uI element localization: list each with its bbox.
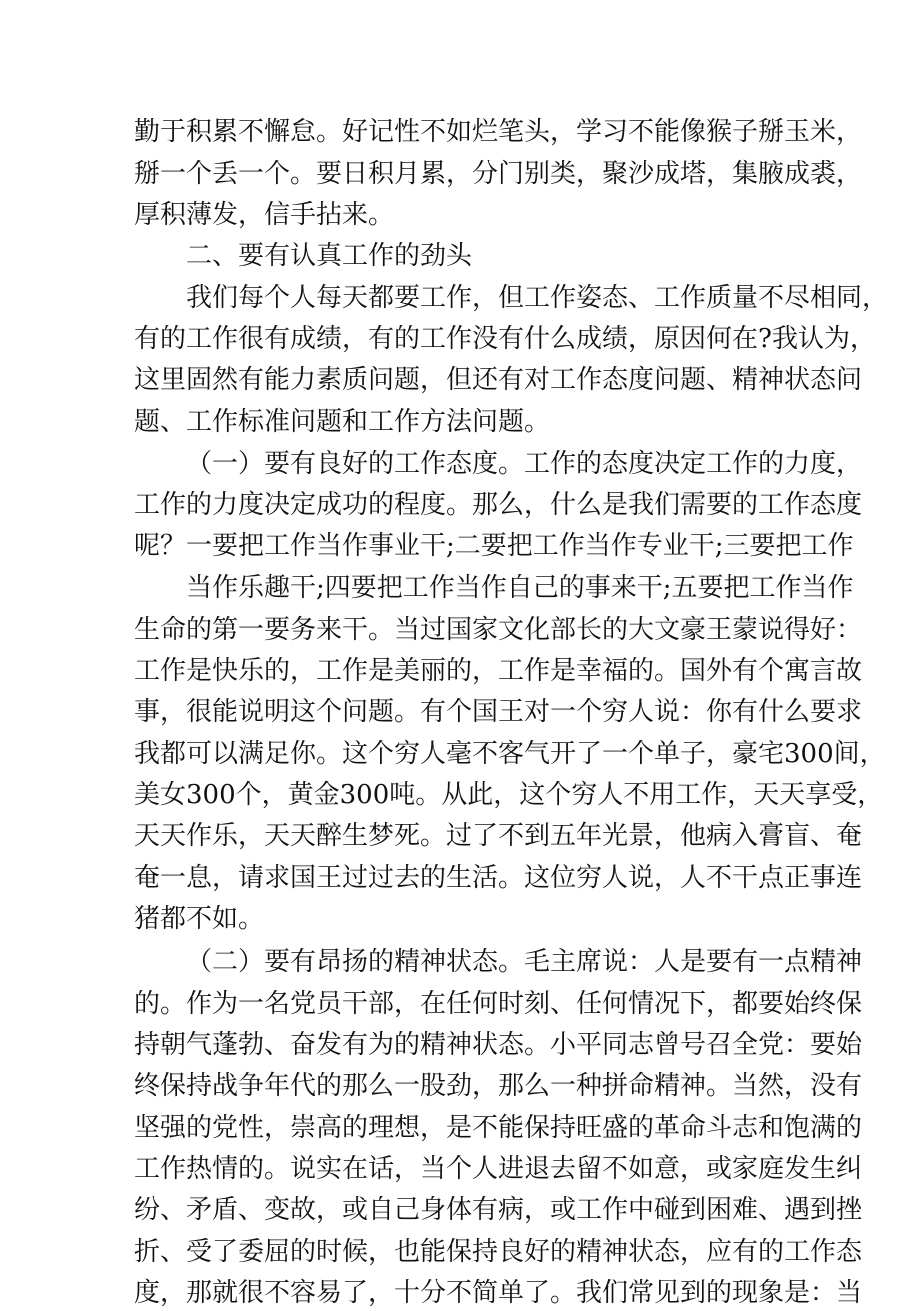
text-line: 当作乐趣干;四要把工作当作自己的事来干;五要把工作当作 xyxy=(186,573,854,603)
text-line: 纷、矛盾、变故，或自己身体有病，或工作中碰到困难、遇到挫 xyxy=(134,1195,863,1225)
section-heading: 二、要有认真工作的劲头 xyxy=(186,241,473,271)
text-line: 美女300个，黄金300吨。从此，这个穷人不用工作，天天享受， xyxy=(134,780,884,810)
text-line: 有的工作很有成绩，有的工作没有什么成绩，原因何在?我认为， xyxy=(134,324,876,354)
subsection-line: （二）要有昂扬的精神状态。毛主席说：人是要有一点精神 xyxy=(186,947,863,977)
text-line: 猪都不如。 xyxy=(134,904,265,934)
text-line: 工作是快乐的，工作是美丽的，工作是幸福的。国外有个寓言故 xyxy=(134,656,863,686)
text-line: 掰一个丢一个。要日积月累，分门别类，聚沙成塔，集腋成裘， xyxy=(134,159,863,189)
text-line: 工作热情的。说实在话，当个人进退去留不如意，或家庭发生纠 xyxy=(134,1154,863,1184)
text-line: 这里固然有能力素质问题，但还有对工作态度问题、精神状态问 xyxy=(134,365,863,395)
text-line: 坚强的党性，崇高的理想，是不能保持旺盛的革命斗志和饱满的 xyxy=(134,1113,863,1143)
text-line: 奄一息，请求国王过过去的生活。这位穷人说，人不干点正事连 xyxy=(134,863,863,893)
text-line: 厚积薄发，信手拈来。 xyxy=(134,200,395,230)
text-line: 我都可以满足你。这个穷人毫不客气开了一个单子，豪宅300间， xyxy=(134,739,886,769)
text-line: 工作的力度决定成功的程度。那么，什么是我们需要的工作态度 xyxy=(134,490,863,520)
text-line: 呢？一要把工作当作事业干;二要把工作当作专业干;三要把工作 xyxy=(134,531,854,561)
text-line: 天天作乐，天天醉生梦死。过了不到五年光景，他病入膏盲、奄 xyxy=(134,821,863,851)
subsection-line: （一）要有良好的工作态度。工作的态度决定工作的力度， xyxy=(186,449,863,479)
text-line: 折、受了委屈的时候，也能保持良好的精神状态，应有的工作态 xyxy=(134,1237,863,1267)
text-line: 生命的第一要务来干。当过国家文化部长的大文豪王蒙说得好： xyxy=(134,615,863,645)
text-line: 的。作为一名党员干部，在任何时刻、任何情况下，都要始终保 xyxy=(134,989,863,1019)
text-line: 勤于积累不懈怠。好记性不如烂笔头，学习不能像猴子掰玉米， xyxy=(134,117,863,147)
text-line: 事，很能说明这个问题。有个国王对一个穷人说：你有什么要求 xyxy=(134,697,863,727)
text-line: 题、工作标准问题和工作方法问题。 xyxy=(134,407,551,437)
text-line: 度，那就很不容易了，十分不简单了。我们常见到的现象是：当 xyxy=(134,1278,863,1308)
text-line: 终保持战争年代的那么一股劲，那么一种拼命精神。当然，没有 xyxy=(134,1071,863,1101)
text-line: 我们每个人每天都要工作，但工作姿态、工作质量不尽相同， xyxy=(186,283,889,313)
text-line: 持朝气蓬勃、奋发有为的精神状态。小平同志曾号召全党：要始 xyxy=(134,1030,863,1060)
